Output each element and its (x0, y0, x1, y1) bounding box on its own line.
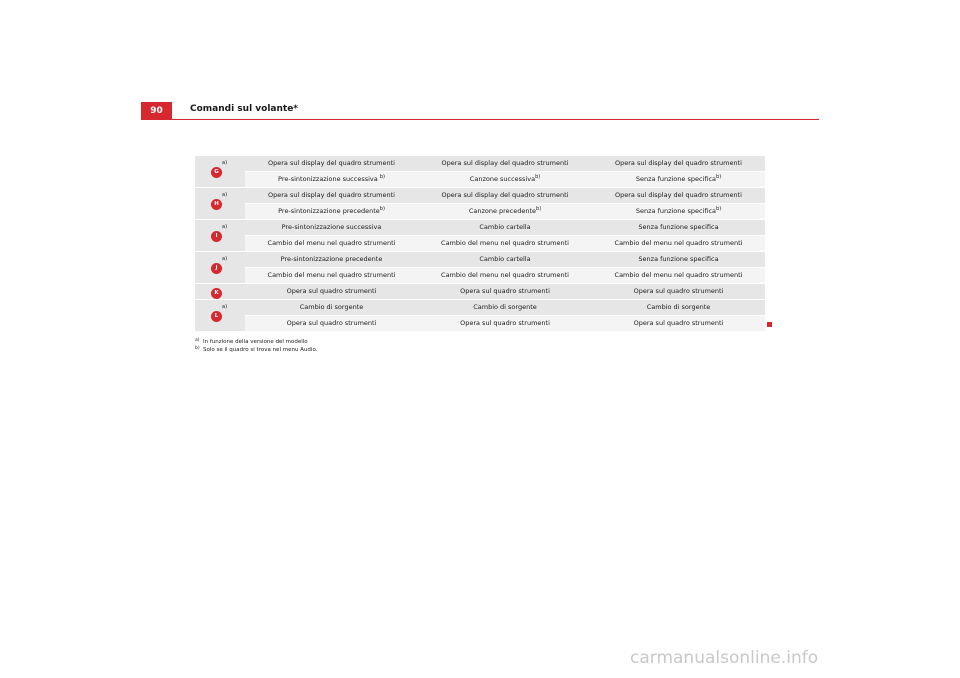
cell-text: Cambio cartella (479, 223, 531, 231)
table-cell (592, 236, 765, 252)
table-row (195, 252, 765, 268)
table-cell (245, 252, 418, 268)
table-cell (592, 316, 765, 332)
table-key-cell (195, 188, 245, 220)
table-row (195, 204, 765, 220)
table-cell (418, 268, 592, 284)
table-cell (245, 204, 418, 220)
key-wrap (195, 252, 245, 283)
table-row (195, 316, 765, 332)
table-row (195, 156, 765, 172)
end-of-section-mark (767, 322, 772, 327)
table-cell (592, 172, 765, 188)
key-wrap (195, 188, 245, 219)
table-key-cell (195, 156, 245, 188)
table-row (195, 284, 765, 300)
cell-text: Cambio del menu nel quadro strumenti (441, 271, 569, 279)
key-wrap (195, 156, 245, 187)
table-cell (592, 284, 765, 300)
cell-footnote-ref: b) (379, 205, 385, 212)
cell-text: Cambio di sorgente (299, 303, 364, 311)
table-cell (418, 156, 592, 172)
cell-footnote-ref: b) (536, 205, 542, 212)
cell-text: Opera sul quadro strumenti (286, 287, 377, 295)
page-title: Comandi sul volante* (190, 104, 299, 114)
table-key-cell (195, 252, 245, 284)
table-key-cell (195, 220, 245, 252)
cell-text: Cambio del menu nel quadro strumenti (614, 239, 743, 247)
cell-text: Opera sul display del quadro strumenti (268, 191, 395, 199)
table-key-cell (195, 300, 245, 332)
key-footnote-ref: a) (222, 160, 228, 166)
cell-text: Opera sul display del quadro strumenti (615, 191, 742, 199)
table-cell (245, 300, 418, 316)
table-cell (245, 236, 418, 252)
key-wrap (195, 220, 245, 251)
key-wrap (195, 284, 245, 299)
cell-text: Opera sul quadro strumenti (633, 287, 724, 295)
table-row (195, 236, 765, 252)
table-cell (245, 268, 418, 284)
footnote (195, 338, 317, 346)
table-row (195, 300, 765, 316)
table-cell (592, 204, 765, 220)
cell-text: Canzone successiva (469, 175, 536, 183)
key-footnote-ref: a) (222, 304, 228, 310)
cell-text: Senza funzione specifica (635, 175, 717, 183)
footnote-mark: a) (195, 338, 200, 343)
control-badge-icon: J (211, 263, 222, 274)
table-cell (592, 300, 765, 316)
table-cell (592, 188, 765, 204)
table-cell (592, 252, 765, 268)
cell-text: Senza funzione specifica (638, 255, 719, 263)
footnote-mark: b) (195, 346, 200, 351)
cell-footnote-ref: b) (716, 205, 722, 212)
table-cell (418, 284, 592, 300)
cell-text: Cambio di sorgente (473, 303, 537, 311)
table-cell (592, 220, 765, 236)
table-cell (592, 268, 765, 284)
table-cell (418, 172, 592, 188)
cell-text: Pre-sintonizzazione precedente (280, 255, 383, 263)
cell-text: Opera sul quadro strumenti (460, 319, 550, 327)
table-row (195, 220, 765, 236)
key-footnote-ref: a) (222, 256, 228, 262)
table-cell (418, 300, 592, 316)
page-header (141, 102, 819, 120)
cell-text: Cambio del menu nel quadro strumenti (614, 271, 743, 279)
cell-text: Opera sul quadro strumenti (460, 287, 550, 295)
cell-text: Opera sul display del quadro strumenti (268, 159, 395, 167)
watermark: carmanualsonline.info (630, 648, 819, 668)
table-cell (418, 316, 592, 332)
control-badge-icon: I (211, 231, 222, 242)
cell-text: Senza funzione specifica (635, 207, 717, 215)
table-row (195, 172, 765, 188)
table-row (195, 268, 765, 284)
cell-text: Opera sul quadro strumenti (633, 319, 724, 327)
table-cell (418, 252, 592, 268)
cell-text: Opera sul display del quadro strumenti (615, 159, 742, 167)
cell-text: Opera sul display del quadro strumenti (441, 191, 569, 199)
cell-text: Senza funzione specifica (638, 223, 719, 231)
control-badge-icon: L (211, 311, 222, 322)
key-wrap (195, 300, 245, 331)
key-footnote-ref: a) (222, 192, 228, 198)
footnotes (195, 338, 317, 354)
control-badge-icon: H (211, 199, 222, 210)
table-cell (245, 156, 418, 172)
control-badge-icon: K (211, 288, 222, 299)
cell-text: Cambio di sorgente (646, 303, 711, 311)
table-cell (245, 188, 418, 204)
cell-footnote-ref: b) (535, 173, 541, 180)
table-cell (245, 220, 418, 236)
footnote-text: In funzione della versione del modello (203, 339, 308, 345)
cell-text: Canzone precedente (468, 207, 537, 215)
table-cell (592, 156, 765, 172)
table-cell (418, 204, 592, 220)
control-badge-icon: G (211, 167, 222, 178)
cell-text: Cambio del menu nel quadro strumenti (441, 239, 569, 247)
cell-text: Pre-sintonizzazione precedente (278, 207, 380, 215)
controls-table (195, 156, 765, 332)
table-cell (418, 236, 592, 252)
table-cell (418, 188, 592, 204)
cell-text: Pre-sintonizzazione successiva (281, 223, 382, 231)
key-footnote-ref: a) (222, 224, 228, 230)
cell-text: Cambio del menu nel quadro strumenti (267, 239, 396, 247)
page-number: 90 (141, 102, 172, 119)
cell-text: Opera sul quadro strumenti (286, 319, 377, 327)
cell-footnote-ref: b) (716, 173, 722, 180)
cell-text: Cambio del menu nel quadro strumenti (267, 271, 396, 279)
cell-text: Cambio cartella (479, 255, 531, 263)
footnote-text: Solo se il quadro si trova nel menu Audio. (203, 347, 318, 353)
footnote (195, 346, 317, 354)
cell-text: Opera sul display del quadro strumenti (441, 159, 569, 167)
table-cell (245, 172, 418, 188)
table-cell (245, 316, 418, 332)
table-key-cell (195, 284, 245, 300)
table-cell (245, 284, 418, 300)
table-cell (418, 220, 592, 236)
cell-text: Pre-sintonizzazione successiva (278, 175, 380, 183)
table-row (195, 188, 765, 204)
cell-footnote-ref: b) (379, 173, 385, 180)
